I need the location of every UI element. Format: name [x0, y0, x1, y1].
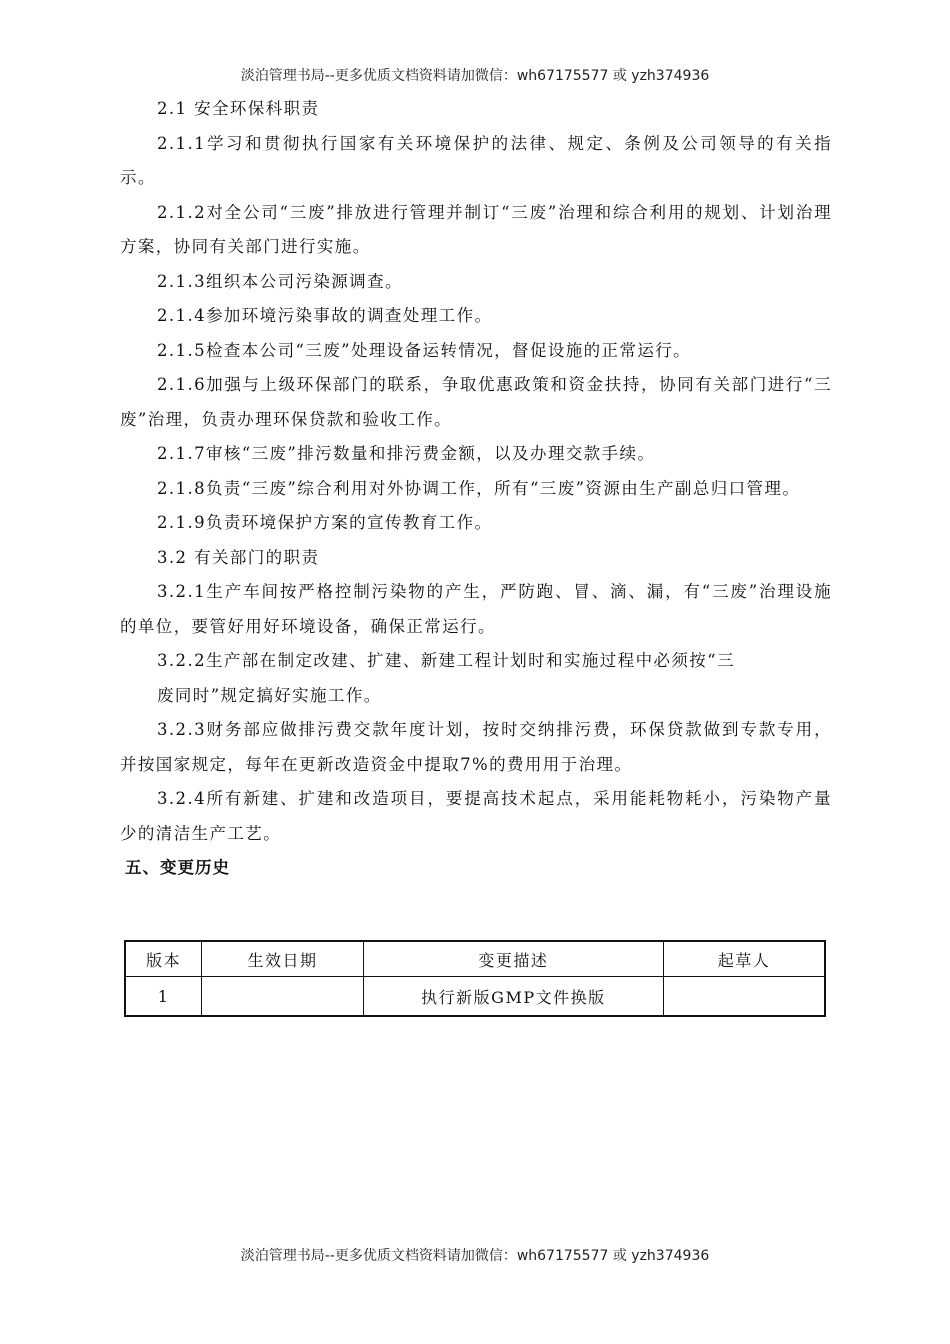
paragraph-2-1-1: 2.1.1学习和贯彻执行国家有关环境保护的法律、规定、条例及公司领导的有关指示。: [120, 133, 832, 187]
table-row: [125, 977, 825, 1017]
paragraph-2-1-6: 2.1.6加强与上级环保部门的联系，争取优惠政策和资金扶持，协同有关部门进行“三废”治理，负责办理环保贷款和验收工作。: [120, 375, 832, 429]
paragraph-3-2-3: 3.2.3财务部应做排污费交款年度计划，按时交纳排污费，环保贷款做到专款专用，并按国家规定，每年在更新改造资金中提取7%的费用用于治理。: [120, 720, 832, 774]
paragraph-3-2-4: 3.2.4所有新建、扩建和改造项目，要提高技术起点，采用能耗物耗小，污染物产量少的清洁生产工艺。: [120, 789, 832, 843]
paragraph-2-1-9: 2.1.9负责环境保护方案的宣传教育工作。: [157, 513, 493, 532]
paragraph-3-2-2-line1: 3.2.2生产部在制定改建、扩建、新建工程计划时和实施过程中必须按“三: [157, 651, 735, 670]
cell-change-description: 执行新版GMP文件换版: [363, 977, 663, 1017]
paragraph-2-1-2: 2.1.2对全公司“三废”排放进行管理并制订“三废”治理和综合利用的规划、计划治理方案，协同有关部门进行实施。: [120, 202, 832, 256]
document-body: [120, 92, 832, 885]
paragraph-2-1-5: 2.1.5检查本公司“三废”处理设备运转情况，督促设施的正常运行。: [157, 340, 692, 360]
cell-effective-date: [202, 977, 364, 1017]
page-header: 淡泊管理书局--更多优质文档资料请加微信：wh67175577 或 yzh374936: [240, 68, 710, 84]
heading-3-2: 3.2 有关部门的职责: [157, 547, 320, 567]
paragraph-3-2-1: 3.2.1生产车间按严格控制污染物的产生，严防跑、冒、滴、漏，有“三废”治理设施的单位，要管好用好环境设备，确保正常运行。: [120, 582, 832, 636]
header-change-description: 变更描述: [363, 941, 663, 977]
section-title-change-history: 五、变更历史: [125, 858, 230, 877]
heading-2-1: 2.1 安全环保科职责: [157, 99, 320, 118]
paragraph-2-1-8: 2.1.8负责“三废”综合利用对外协调工作，所有“三废”资源由生产副总归口管理。: [157, 478, 801, 498]
header-drafter: 起草人: [663, 941, 825, 977]
header-version: 版本: [125, 941, 202, 977]
page-footer: 淡泊管理书局--更多优质文档资料请加微信：wh67175577 或 yzh374936: [240, 1248, 710, 1264]
table-header-row: [125, 941, 825, 977]
paragraph-2-1-3: 2.1.3组织本公司污染源调查。: [157, 271, 403, 291]
header-effective-date: 生效日期: [202, 941, 364, 977]
cell-drafter: [663, 977, 825, 1017]
paragraph-2-1-4: 2.1.4参加环境污染事故的调查处理工作。: [157, 306, 493, 325]
paragraph-2-1-7: 2.1.7审核“三废”排污数量和排污费金额，以及办理交款手续。: [157, 444, 656, 463]
change-history-table: [124, 940, 826, 1017]
paragraph-3-2-2-line2: 废同时”规定搞好实施工作。: [157, 685, 382, 705]
cell-version: 1: [125, 977, 202, 1017]
